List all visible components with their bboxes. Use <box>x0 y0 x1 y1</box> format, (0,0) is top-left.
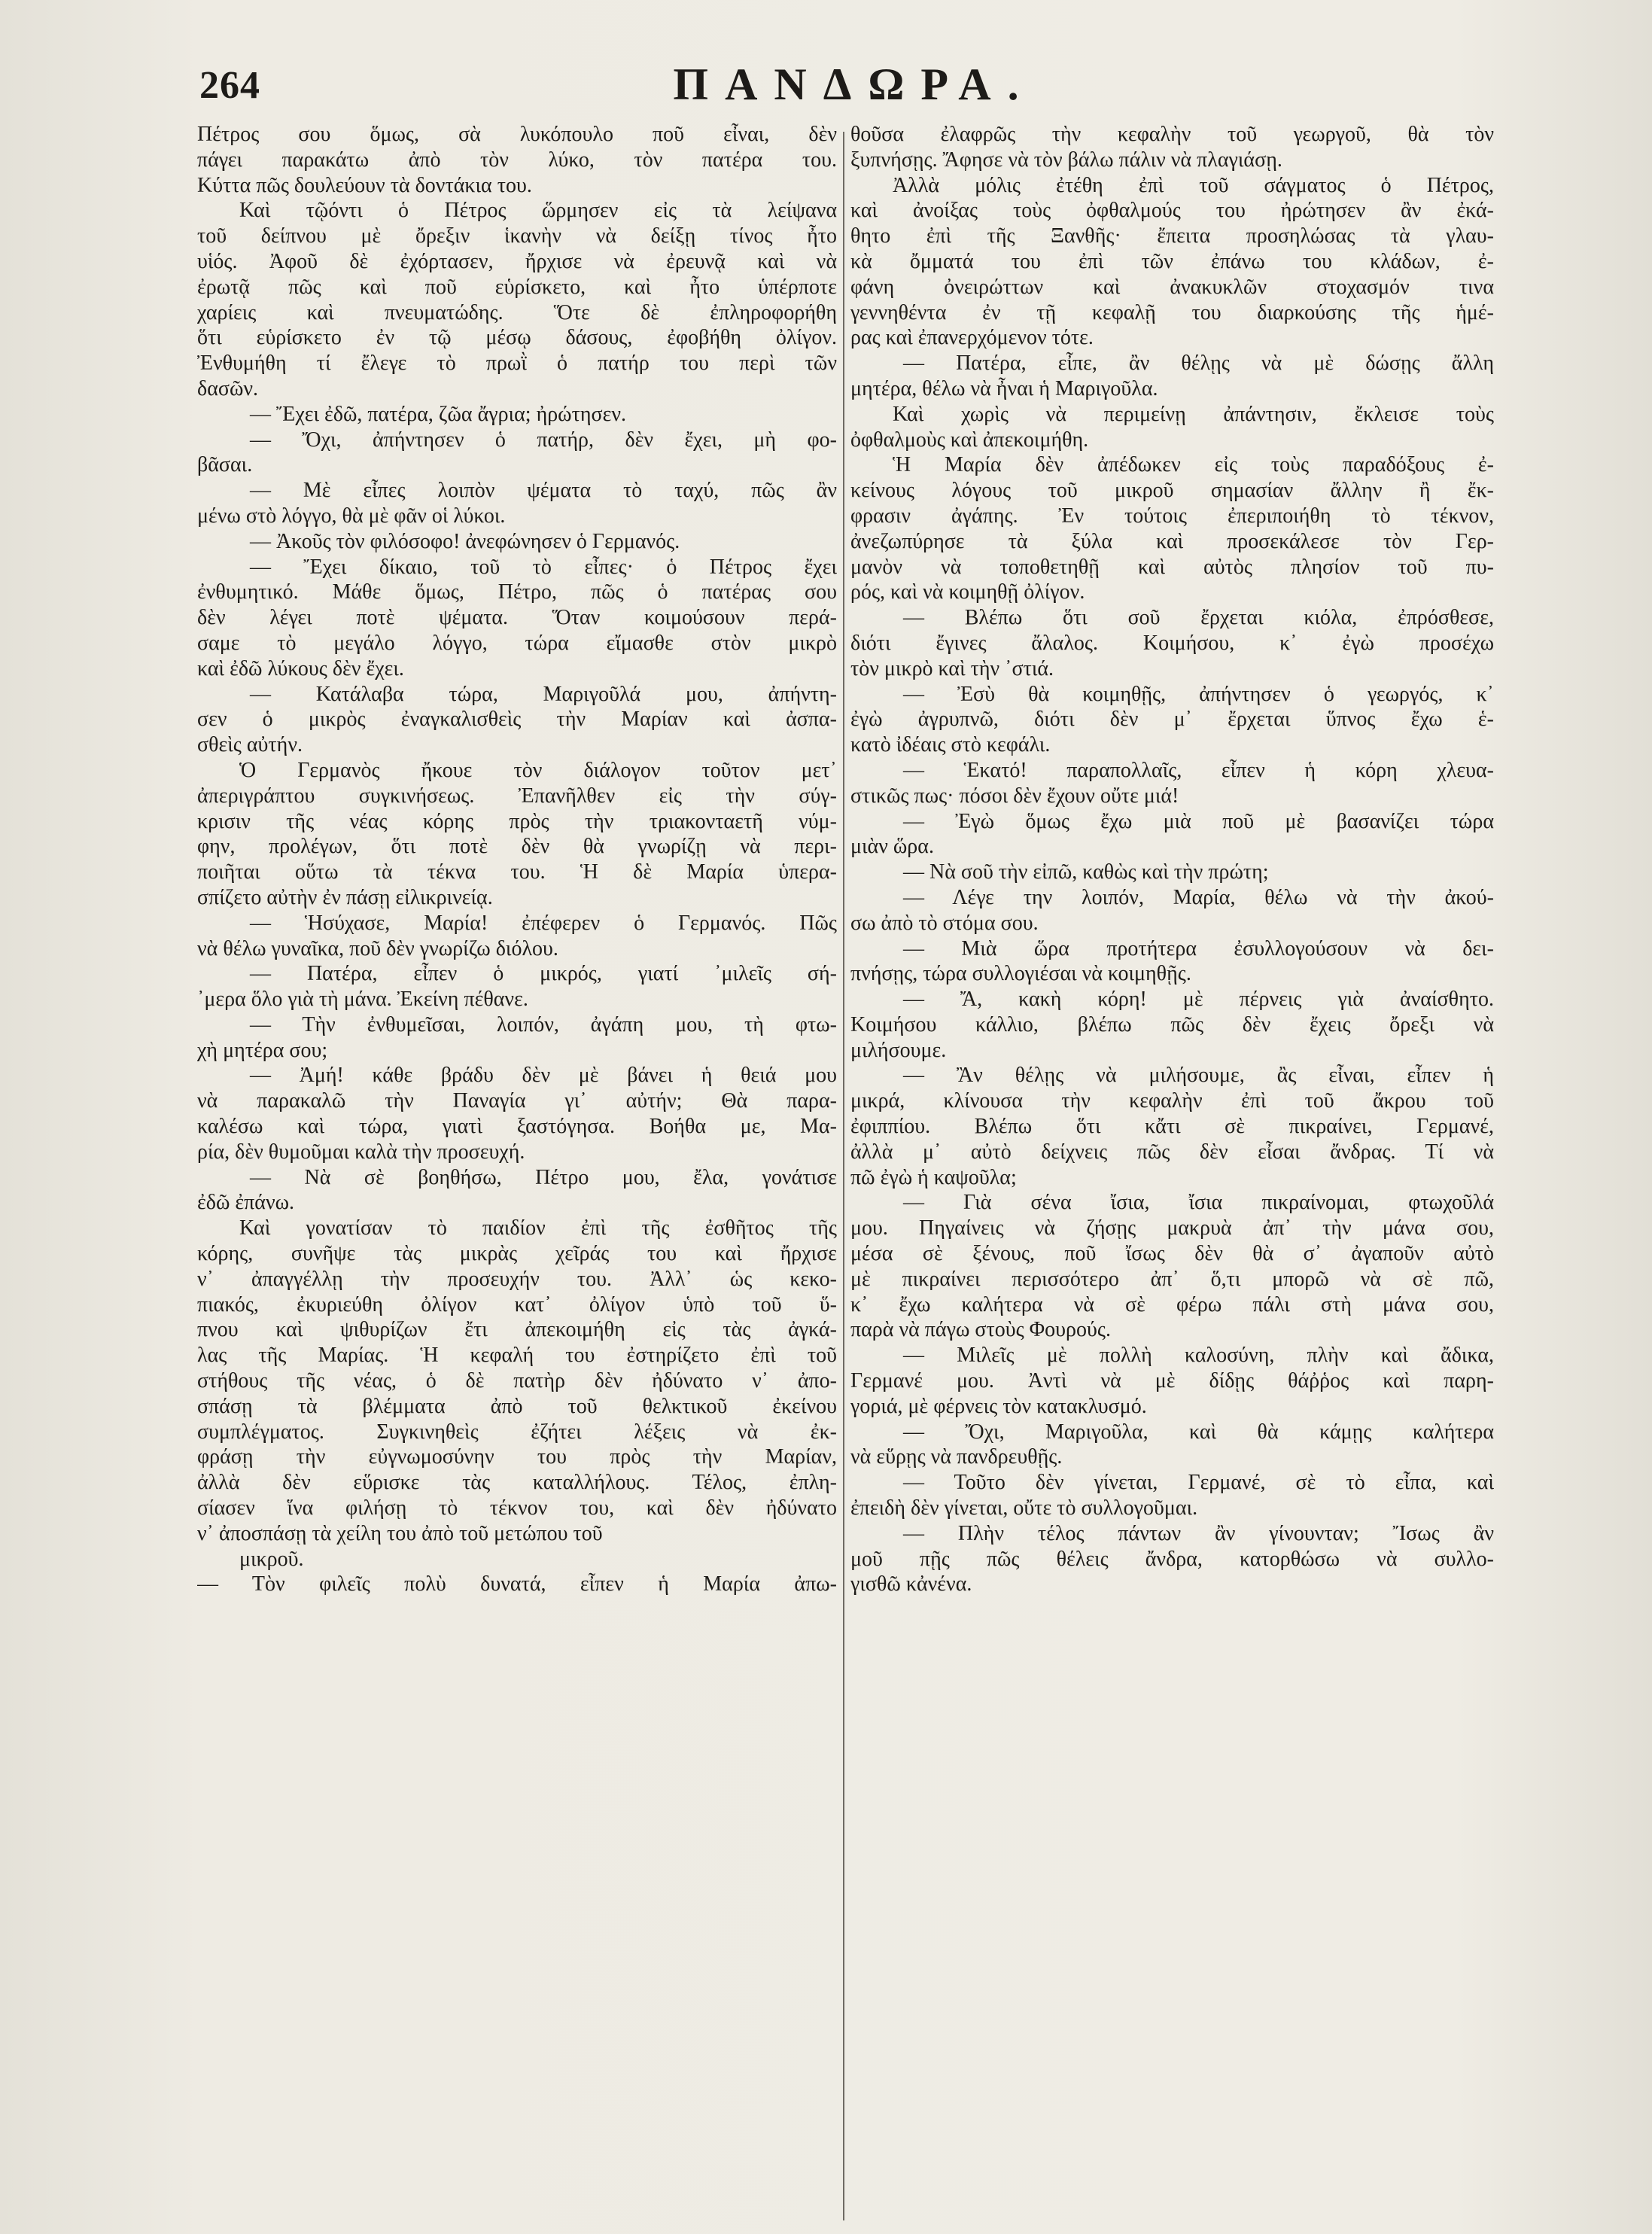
text-line: — Ἐσὺ θὰ κοιμηθῇς, ἀπήντησεν ὁ γεωργός, κ᾽ <box>903 682 1494 706</box>
text-line: σω ἀπὸ τὸ στόμα σου. <box>850 911 1039 935</box>
text-line: — Τὴν ἐνθυμεῖσαι, λοιπόν, ἀγάπη μου, τὴ φτω- <box>250 1012 837 1036</box>
text-line: — Ὄχι, ἀπήντησεν ὁ πατήρ, δὲν ἔχει, μὴ φο- <box>250 428 837 452</box>
text-line: πνήσῃς, τώρα συλλογιέσαι νὰ κοιμηθῇς. <box>850 962 1191 986</box>
text-line: ρας καὶ ἐπανερχόμενον τότε. <box>850 326 1094 350</box>
text-line: ὀφθαλμοὺς καὶ ἀπεκοιμήθη. <box>850 428 1089 452</box>
text-line: μιὰν ὥρα. <box>850 835 934 859</box>
text-line: κείνους λόγους τοῦ μικροῦ σημασίαν ἄλλην ἢ ἔκ- <box>850 479 1494 503</box>
text-line: μητέρα, θέλω νὰ ἦναι ἡ Μαριγοῦλα. <box>850 376 1158 400</box>
right-column <box>850 122 1494 2214</box>
text-line: στικῶς πως· πόσοι δὲν ἔχουν οὔτε μιά! <box>850 784 1179 808</box>
text-line: — Ἑκατό! παραπολλαῖς, εἶπεν ἡ κόρη χλευα- <box>903 758 1494 782</box>
text-line: σπάσῃ τὰ βλέμματα ἀπὸ τοῦ θελκτικοῦ ἐκείνου <box>197 1394 837 1418</box>
text-line: — Μιὰ ὥρα προτήτερα ἐσυλλογούσουν νὰ δει- <box>903 936 1494 960</box>
text-line: — Ἔχει ἐδῶ, πατέρα, ζῶα ἄγρια; ἠρώτησεν. <box>250 402 627 426</box>
text-line: μιλήσουμε. <box>850 1038 947 1062</box>
text-line: — Πλὴν τέλος πάντων ἂν γίνουνταν; Ἴσως ἂν <box>903 1521 1494 1545</box>
text-line: ἀνεζωπύρησε τὰ ξύλα καὶ προσεκάλεσε τὸν Γερ- <box>850 529 1494 553</box>
text-line: πνου καὶ ψιθυρίζων ἔτι ἀπεκοιμήθη εἰς τὰς ἀγκά- <box>197 1318 837 1342</box>
page-header <box>199 59 1509 119</box>
text-line: ἐπειδὴ δὲν γίνεται, οὔτε τὸ συλλογοῦμαι. <box>850 1496 1198 1520</box>
text-line: κρισιν τῆς νέας κόρης πρὸς τὴν τριακονταετῆ νύμ- <box>197 809 837 833</box>
text-line: σθεὶς αὐτήν. <box>197 733 303 757</box>
text-line: ξυπνήσῃς. Ἄφησε νὰ τὸν βάλω πάλιν νὰ πλαγιάσῃ. <box>850 148 1282 172</box>
text-line: καλέσω καὶ τώρα, γιατὶ ξαστόγησα. Βοήθα με, Μα- <box>197 1115 837 1139</box>
text-line: ὅτι εὑρίσκετο ἐν τῷ μέσῳ δάσους, ἐφοβήθη ὀλίγον. <box>197 326 837 350</box>
text-line: καὶ ἀνοίξας τοὺς ὀφθαλμούς του ἠρώτησεν ἂν ἐκά- <box>850 199 1494 223</box>
text-line: Πέτρος σου ὅμως, σὰ λυκόπουλο ποῦ εἶναι, δὲν <box>197 123 837 146</box>
text-line: — Ἀμή! κάθε βράδυ δὲν μὲ βάνει ἡ θειά μου <box>250 1064 837 1088</box>
text-line: ἐφιππίου. Βλέπω ὅτι κἄτι σὲ πικραίνει, Γερμανέ, <box>850 1115 1494 1139</box>
text-line: — Πατέρα, εἶπε, ἂν θέλῃς νὰ μὲ δώσῃς ἄλλη <box>903 352 1494 376</box>
text-line: νὰ παρακαλῶ τὴν Παναγία γι᾽ αὐτήν; Θὰ παρα- <box>197 1089 837 1113</box>
text-line: — Ἔχει δίκαιο, τοῦ τὸ εἶπες· ὁ Πέτρος ἔχει <box>250 555 837 579</box>
text-line: πῶ ἐγὼ ἡ καψοῦλα; <box>850 1165 1017 1189</box>
text-line: πάγει παρακάτω ἀπὸ τὸν λύκο, τὸν πατέρα του. <box>197 148 837 172</box>
text-line: — Νὰ σοῦ τὴν εἰπῶ, καθὼς καὶ τὴν πρώτη; <box>903 860 1269 884</box>
text-line: βᾶσαι. <box>197 453 253 477</box>
text-line: σαμε τὸ μεγάλο λόγγο, τώρα εἴμασθε στὸν μικρὸ <box>197 631 837 655</box>
text-line: μικρά, κλίνουσα τὴν κεφαλὴν ἐπὶ τοῦ ἄκρου τοῦ <box>850 1089 1494 1113</box>
text-line: Καὶ γονατίσαν τὸ παιδίον ἐπὶ τῆς ἐσθῆτος τῆς <box>239 1216 837 1240</box>
text-line: — Λέγε την λοιπόν, Μαρία, θέλω νὰ τὴν ἀκού- <box>903 885 1494 909</box>
text-line: ἀλλὰ μ᾽ αὐτὸ δείχνεις πῶς δὲν εἶσαι ἄνδρας. Τί νὰ <box>850 1140 1494 1164</box>
text-line: ἐδῶ ἐπάνω. <box>197 1191 295 1215</box>
text-line: ρός, καὶ νὰ κοιμηθῇ ὀλίγον. <box>850 580 1085 604</box>
text-line: — Γιὰ σένα ἴσια, ἴσια πικραίνομαι, φτωχοῦλά <box>903 1191 1494 1215</box>
text-line: — Ἡσύχασε, Μαρία! ἐπέφερεν ὁ Γερμανός. Πῶς <box>250 911 837 935</box>
text-line: χὴ μητέρα σου; <box>197 1038 328 1062</box>
text-line: — Μὲ εἶπες λοιπὸν ψέματα τὸ ταχύ, πῶς ἂν <box>250 479 837 503</box>
text-line: γεννηθέντα ἐν τῇ κεφαλῇ του διαρκούσης τῆς ἡμέ- <box>850 300 1494 324</box>
text-line: λας τῆς Μαρίας. Ἡ κεφαλή του ἐστηρίζετο ἐπὶ τοῦ <box>197 1344 837 1368</box>
text-line: φάνη ὀνειρώττων καὶ ἀνακυκλῶν στοχασμόν τινα <box>850 275 1494 299</box>
text-line: ἐγὼ ἀγρυπνῶ, διότι δὲν μ᾽ ἔρχεται ὕπνος ἔχω ἑ- <box>850 708 1494 732</box>
text-line: μοῦ πῇς πῶς θέλεις ἄνδρα, κατορθώσω νὰ συλλο- <box>850 1547 1494 1571</box>
text-line: — Ὄχι, Μαριγοῦλα, καὶ θὰ κάμῃς καλήτερα <box>903 1420 1494 1444</box>
text-line: — Ἐγὼ ὅμως ἔχω μιὰ ποῦ μὲ βασανίζει τώρα <box>903 809 1494 833</box>
text-line: ἐνθυμητικό. Μάθε ὅμως, Πέτρο, πῶς ὁ πατέρας σου <box>197 580 837 604</box>
text-line: στήθους τῆς νέας, ὁ δὲ πατὴρ δὲν ἠδύνατο ν᾽ ἀπο- <box>197 1369 837 1393</box>
text-line: — Κατάλαβα τώρα, Μαριγοῦλά μου, ἀπήντη- <box>250 682 837 706</box>
text-line: Καὶ τῷόντι ὁ Πέτρος ὥρμησεν εἰς τὰ λείψανα <box>239 199 837 223</box>
text-line: ν᾽ ἀποσπάσῃ τὰ χείλη του ἀπὸ τοῦ μετώπου τοῦ <box>197 1521 603 1545</box>
running-title: ΠΑΝΔΩΡΑ. <box>673 59 1036 109</box>
text-line: — Βλέπω ὅτι σοῦ ἔρχεται κιόλα, ἐπρόσθεσε, <box>903 606 1494 630</box>
text-line: κόρης, συνῆψε τὰς μικρὰς χεῖράς του καὶ ἤρχισε <box>197 1242 837 1266</box>
text-line: δασῶν. <box>197 376 259 400</box>
text-line: Ἡ Μαρία δὲν ἀπέδωκεν εἰς τοὺς παραδόξους ἐ- <box>893 453 1494 477</box>
text-line: κ᾽ ἔχω καλήτερα νὰ σὲ φέρω πάλι στὴ μάνα σου, <box>850 1292 1494 1316</box>
text-line: μένω στὸ λόγγο, θὰ μὲ φᾶν οἱ λύκοι. <box>197 504 506 528</box>
text-line: μέσα σὲ ξένους, ποῦ ἴσως δὲν θὰ σ᾽ ἀγαποῦν αὐτὸ <box>850 1242 1494 1266</box>
text-line: — Ἀκοῦς τὸν φιλόσοφο! ἀνεφώνησεν ὁ Γερμανός. <box>250 529 680 553</box>
text-line: φρασιν ἀγάπης. Ἐν τούτοις ἐπεριποιήθη τὸ τέκνον, <box>850 504 1494 528</box>
text-line: μου. Πηγαίνεις νὰ ζήσῃς μακρυὰ ἀπ᾽ τὴν μάνα σου, <box>850 1216 1494 1240</box>
text-line: — Τοῦτο δὲν γίνεται, Γερμανέ, σὲ τὸ εἶπα, καὶ <box>903 1471 1494 1495</box>
text-line: Κύττα πῶς δουλεύουν τὰ δοντάκια του. <box>197 173 532 197</box>
text-line: ᾽μερα ὅλο γιὰ τὴ μάνα. Ἐκείνη πέθανε. <box>197 988 528 1012</box>
text-line: σίασεν ἵνα φιλήσῃ τὸ τέκνον του, καὶ δὲν ἠδύνατο <box>197 1496 837 1520</box>
text-line: παρὰ νὰ πάγω στοὺς Φουρούς. <box>850 1318 1111 1342</box>
text-line: μὲ πικραίνει περισσότερο ἀπ᾽ ὅ,τι μπορῶ νὰ σὲ πῶ, <box>850 1267 1494 1291</box>
text-line: καὶ ἐδῶ λύκους δὲν ἔχει. <box>197 656 404 680</box>
text-line: γοριά, μὲ φέρνεις τὸν κατακλυσμό. <box>850 1394 1147 1418</box>
text-line: ν᾽ ἀπαγγέλλῃ τὴν προσευχήν του. Ἀλλ᾽ ὡς κεκο- <box>197 1267 837 1291</box>
text-line: δὲν λέγει ποτὲ ψέματα. Ὅταν κοιμούσουν περά- <box>197 606 837 630</box>
text-line: Καὶ χωρὶς νὰ περιμείνῃ ἀπάντησιν, ἔκλεισε τοὺς <box>893 402 1494 426</box>
text-line: — Ἂν θέλῃς νὰ μιλήσουμε, ἂς εἶναι, εἶπεν ἡ <box>903 1064 1494 1088</box>
text-line: νὰ θέλω γυναῖκα, ποῦ δὲν γνωρίζω διόλου. <box>197 936 558 960</box>
text-line: — Μιλεῖς μὲ πολλὴ καλοσύνη, πλὴν καὶ ἄδικα, <box>903 1344 1494 1368</box>
text-line: — Νὰ σὲ βοηθήσω, Πέτρο μου, ἔλα, γονάτισε <box>250 1165 837 1189</box>
text-line: υἱός. Ἀφοῦ δὲ ἐχόρτασεν, ἤρχισε νὰ ἐρευνᾷ καὶ νὰ <box>197 249 837 273</box>
text-line: σεν ὁ μικρὸς ἐναγκαλισθεὶς τὴν Μαρίαν καὶ ἀσπα- <box>197 708 837 732</box>
text-line: Κοιμήσου κάλλιο, βλέπω πῶς δὲν ἔχεις ὄρεξι νὰ <box>850 1012 1494 1036</box>
text-line: ἀπεριγράπτου συγκινήσεως. Ἐπανῆλθεν εἰς τὴν σύγ- <box>197 784 837 808</box>
text-line: — Πατέρα, εἶπεν ὁ μικρός, γιατί ᾽μιλεῖς σή- <box>250 962 837 986</box>
page-number: 264 <box>199 64 260 107</box>
text-line: διότι ἔγινες ἄλαλος. Κοιμήσου, κ᾽ ἐγὼ προσέχω <box>850 631 1494 655</box>
text-line: κὰ ὄμματά του ἐπὶ τῶν ἐπάνω του κλάδων, ἐ- <box>850 249 1494 273</box>
text-line: κατὸ ἰδέαις στὸ κεφάλι. <box>850 733 1051 757</box>
text-line: Ἐνθυμήθη τί ἔλεγε τὸ πρωῒ ὁ πατήρ του περὶ τῶν <box>197 352 837 376</box>
text-line: τὸν μικρὸ καὶ τὴν ᾽στιά. <box>850 656 1054 680</box>
text-line: Γερμανέ μου. Ἀντὶ νὰ μὲ δίδῃς θάῤῥος καὶ παρη- <box>850 1369 1494 1393</box>
text-line: Ἀλλὰ μόλις ἐτέθη ἐπὶ τοῦ σάγματος ὁ Πέτρος, <box>893 173 1494 197</box>
text-line: ἐρωτᾷ πῶς καὶ ποῦ εὑρίσκετο, καὶ ἦτο ὑπέρποτε <box>197 275 837 299</box>
column-divider <box>843 132 844 2220</box>
text-line: φράσῃ τὴν εὐγνωμοσύνην του πρὸς τὴν Μαρίαν, <box>197 1445 837 1469</box>
text-line: ἀλλὰ δὲν εὕρισκε τὰς καταλλήλους. Τέλος, ἐπλη- <box>197 1471 837 1495</box>
text-line: μανὸν νὰ τοποθετηθῇ καὶ αὐτὸς πλησίον τοῦ πυ- <box>850 555 1494 579</box>
text-line: συμπλέγματος. Συγκινηθεὶς ἐζήτει λέξεις νὰ ἐκ- <box>197 1420 837 1444</box>
text-line: γισθῶ κἀνένα. <box>850 1572 972 1596</box>
text-line: σπίζετο αὐτὴν ἐν πάσῃ εἰλικρινείᾳ. <box>197 885 493 909</box>
left-column <box>197 122 837 2214</box>
text-line: ποιῆται οὕτω τὰ τέκνα του. Ἡ δὲ Μαρία ὑπερα- <box>197 860 837 884</box>
text-line: Ὁ Γερμανὸς ἤκουε τὸν διάλογον τοῦτον μετ᾽ <box>239 758 837 782</box>
text-line: μικροῦ. <box>239 1547 304 1571</box>
text-line: νὰ εὕρῃς νὰ πανδρευθῇς. <box>850 1445 1063 1469</box>
text-line: φην, προλέγων, ὅτι ποτὲ δὲν θὰ γνωρίζῃ νὰ περι- <box>197 835 837 859</box>
text-line: — Τὸν φιλεῖς πολὺ δυνατά, εἶπεν ἡ Μαρία ἀπω- <box>197 1572 837 1596</box>
text-line: θοῦσα ἐλαφρῶς τὴν κεφαλὴν τοῦ γεωργοῦ, θὰ τὸν <box>850 123 1494 146</box>
text-line: ρία, δὲν θυμοῦμαι καλὰ τὴν προσευχή. <box>197 1140 525 1164</box>
text-line: θητο ἐπὶ τῆς Ξανθῆς· ἔπειτα προσηλώσας τὰ γλαυ- <box>850 224 1494 248</box>
text-line: χαρίεις καὶ πνευματώδης. Ὅτε δὲ ἐπληροφορήθη <box>197 300 837 324</box>
text-line: τοῦ δείπνου μὲ ὄρεξιν ἱκανὴν νὰ δείξῃ τίνος ἦτο <box>197 224 837 248</box>
text-line: πιακός, ἐκυριεύθη ὀλίγον κατ᾽ ὀλίγον ὑπὸ τοῦ ὕ- <box>197 1292 837 1316</box>
text-line: — Ἄ, κακὴ κόρη! μὲ πέρνεις γιὰ ἀναίσθητο. <box>903 988 1494 1012</box>
